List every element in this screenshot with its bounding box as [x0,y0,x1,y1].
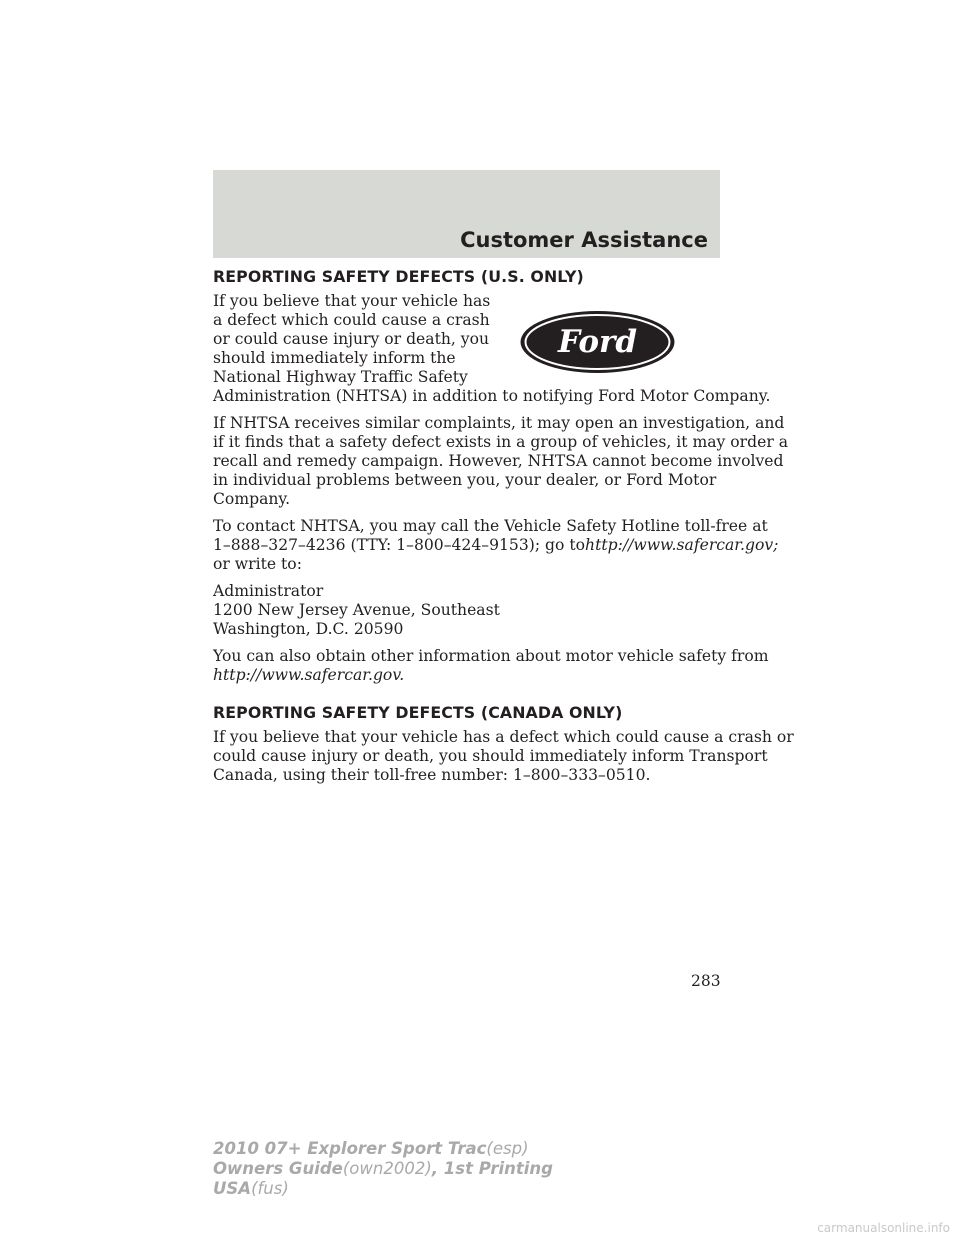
text-line: recall and remedy campaign. However, NHTSA cannot become involved [213,452,784,470]
canada-section-heading: REPORTING SAFETY DEFECTS (CANADA ONLY) [213,703,623,722]
text-line: or could cause injury or death, you [213,330,490,348]
section-title: Customer Assistance [460,228,708,252]
safercar-link[interactable]: http://www.safercar.gov; [585,536,779,554]
footer-model-code: (esp) [486,1139,529,1158]
text-line: a defect which could cause a crash [213,311,490,329]
svg-text:Ford: Ford [558,324,637,360]
footer-model: 2010 07+ Explorer Sport Trac [213,1139,487,1158]
canada-paragraph [213,728,794,785]
us-section-heading: REPORTING SAFETY DEFECTS (U.S. ONLY) [213,267,584,286]
text-line: if it finds that a safety defect exists in a group of vehicles, it may order a [213,433,789,451]
footer-market-code: (fus) [251,1179,289,1198]
footer-line-2 [213,1159,553,1179]
text-line: If you believe that your vehicle has [213,292,491,310]
text-line: If NHTSA receives similar complaints, it may open an investigation, and [213,414,785,432]
text-line: Company. [213,490,291,508]
footer-line-3 [213,1179,553,1199]
text-line: in individual problems between you, your dealer, or Ford Motor [213,471,717,489]
text-line: To contact NHTSA, you may call the Vehicle Safety Hotline toll-free at [213,517,768,535]
hotline-text: 1–888–327–4236 (TTY: 1–800–424–9153); go to [213,536,586,554]
text-line: or write to: [213,555,302,573]
text-line: You can also obtain other information about motor vehicle safety from [213,647,769,665]
page-number: 283 [691,972,721,990]
safercar-link-2[interactable]: http://www.safercar.gov. [213,666,405,684]
footer-guide-code: (own2002) [342,1159,432,1178]
footer-printing: , 1st Printing [431,1159,553,1178]
text-line: should immediately inform the [213,349,456,367]
nhtsa-address [213,582,720,639]
document-footer [213,1139,553,1199]
text-line: Canada, using their toll-free number: 1–800–333–0510. [213,766,651,784]
address-line: 1200 New Jersey Avenue, Southeast [213,601,500,619]
other-info-paragraph [213,647,769,685]
address-line: Administrator [213,582,324,600]
text-line: could cause injury or death, you should immediately inform Transport [213,747,768,765]
text-line: If you believe that your vehicle has a defect which could cause a crash or [213,728,794,746]
text-line: National Highway Traffic Safety [213,368,468,386]
address-line: Washington, D.C. 20590 [213,620,404,638]
text-line [213,536,779,555]
ford-logo [519,310,676,374]
text-line: Administration (NHTSA) in addition to notifying Ford Motor Company. [213,387,771,405]
contact-paragraph [213,517,779,574]
footer-guide: Owners Guide [213,1159,343,1178]
section-header-band [213,170,720,258]
investigation-paragraph [213,414,789,509]
us-intro-block [213,292,771,406]
footer-line-1 [213,1139,553,1159]
footer-market: USA [213,1179,252,1198]
site-watermark: carmanualsonline.info [817,1221,950,1235]
page-content [213,267,794,793]
